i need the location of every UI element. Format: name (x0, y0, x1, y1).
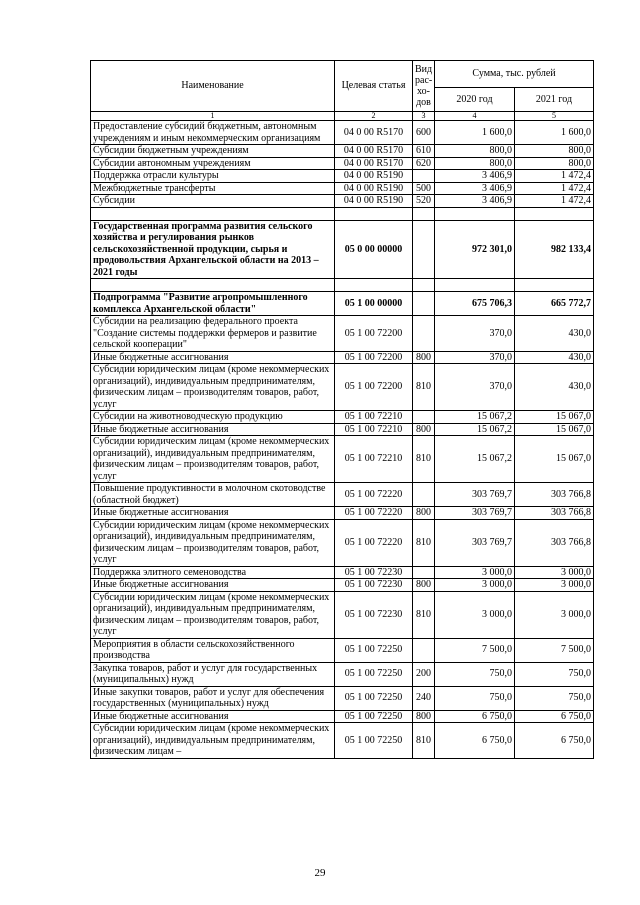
row-name: Субсидии автономным учреждениям (91, 157, 335, 170)
row-amount-2021: 15 067,0 (515, 436, 594, 483)
table-row (91, 292, 594, 316)
row-target-article: 04 0 00 R5190 (335, 182, 413, 195)
row-expense-type: 800 (413, 351, 435, 364)
table-row (91, 316, 594, 352)
row-amount-2021: 430,0 (515, 351, 594, 364)
row-expense-type (413, 292, 435, 316)
row-amount-2020: 3 406,9 (435, 195, 515, 208)
table-body (91, 121, 594, 759)
row-expense-type (413, 566, 435, 579)
row-expense-type: 810 (413, 591, 435, 638)
row-amount-2021: 750,0 (515, 686, 594, 710)
table-row (91, 436, 594, 483)
row-name: Субсидии юридическим лицам (кроме некоммерческих организаций), индивидуальным предпринимателям, физическим лицам – производителям товаров, работ, услуг (91, 519, 335, 566)
empty-cell (435, 207, 515, 220)
row-amount-2020: 972 301,0 (435, 220, 515, 279)
row-target-article: 04 0 00 R5170 (335, 121, 413, 145)
row-target-article: 04 0 00 R5170 (335, 145, 413, 158)
row-target-article: 05 1 00 72210 (335, 436, 413, 483)
row-expense-type (413, 638, 435, 662)
header-target-article: Целевая статья (335, 61, 413, 112)
row-expense-type (413, 316, 435, 352)
row-amount-2020: 800,0 (435, 145, 515, 158)
column-number: 1 (91, 112, 335, 121)
empty-cell (91, 207, 335, 220)
row-amount-2021: 1 472,4 (515, 182, 594, 195)
row-name: Иные закупки товаров, работ и услуг для обеспечения государственных (муниципальных) нужд (91, 686, 335, 710)
table-row (91, 145, 594, 158)
row-target-article: 05 1 00 72250 (335, 662, 413, 686)
table-row (91, 157, 594, 170)
header-name: Наименование (91, 61, 335, 112)
row-amount-2021: 750,0 (515, 662, 594, 686)
row-target-article: 05 1 00 72250 (335, 710, 413, 723)
empty-cell (515, 279, 594, 292)
row-name: Субсидии (91, 195, 335, 208)
table-row (91, 519, 594, 566)
row-expense-type: 610 (413, 145, 435, 158)
row-expense-type (413, 170, 435, 183)
row-amount-2021: 430,0 (515, 316, 594, 352)
row-amount-2021: 7 500,0 (515, 638, 594, 662)
row-amount-2021: 430,0 (515, 364, 594, 411)
spacer-row (91, 207, 594, 220)
row-expense-type: 600 (413, 121, 435, 145)
row-target-article: 05 1 00 72230 (335, 579, 413, 592)
row-amount-2020: 3 000,0 (435, 566, 515, 579)
row-target-article: 05 1 00 72210 (335, 411, 413, 424)
row-amount-2020: 750,0 (435, 686, 515, 710)
row-amount-2021: 800,0 (515, 157, 594, 170)
row-amount-2020: 370,0 (435, 351, 515, 364)
row-target-article: 05 1 00 72220 (335, 519, 413, 566)
row-expense-type (413, 483, 435, 507)
row-target-article: 04 0 00 R5190 (335, 195, 413, 208)
row-name: Субсидии юридическим лицам (кроме некоммерческих организаций), индивидуальным предпринимателям, физическим лицам – производителям товаров, работ, услуг (91, 364, 335, 411)
row-target-article: 05 1 00 72200 (335, 351, 413, 364)
row-name: Иные бюджетные ассигнования (91, 507, 335, 520)
table-row (91, 662, 594, 686)
row-name: Поддержка отрасли культуры (91, 170, 335, 183)
row-amount-2020: 800,0 (435, 157, 515, 170)
row-amount-2021: 303 766,8 (515, 483, 594, 507)
budget-table (90, 60, 594, 759)
table-row (91, 364, 594, 411)
row-name: Закупка товаров, работ и услуг для государственных (муниципальных) нужд (91, 662, 335, 686)
row-name: Иные бюджетные ассигнования (91, 710, 335, 723)
header-sum: Сумма, тыс. рублей (435, 61, 594, 88)
row-target-article: 05 0 00 00000 (335, 220, 413, 279)
row-amount-2021: 15 067,0 (515, 423, 594, 436)
row-amount-2020: 303 769,7 (435, 507, 515, 520)
row-name: Подпрограмма "Развитие агропромышленного комплекса Архангельской области" (91, 292, 335, 316)
row-amount-2020: 6 750,0 (435, 723, 515, 759)
row-amount-2020: 3 000,0 (435, 579, 515, 592)
row-amount-2021: 982 133,4 (515, 220, 594, 279)
table-row (91, 220, 594, 279)
row-target-article: 05 1 00 00000 (335, 292, 413, 316)
empty-cell (91, 279, 335, 292)
row-expense-type (413, 411, 435, 424)
row-amount-2020: 750,0 (435, 662, 515, 686)
row-target-article: 05 1 00 72210 (335, 423, 413, 436)
row-amount-2021: 6 750,0 (515, 723, 594, 759)
row-name: Поддержка элитного семеноводства (91, 566, 335, 579)
empty-cell (335, 279, 413, 292)
row-amount-2020: 370,0 (435, 316, 515, 352)
row-target-article: 05 1 00 72200 (335, 316, 413, 352)
table-row (91, 170, 594, 183)
row-target-article: 05 1 00 72230 (335, 591, 413, 638)
row-amount-2021: 303 766,8 (515, 507, 594, 520)
row-name: Государственная программа развития сельского хозяйства и регулирования рынков сельскохозяйственной продукции, сырья и продовольствия Архангельской области на 2013 – 2021 годы (91, 220, 335, 279)
row-expense-type: 800 (413, 423, 435, 436)
empty-cell (515, 207, 594, 220)
header-year-2021: 2021 год (515, 88, 594, 112)
column-number-row (91, 112, 594, 121)
row-target-article: 05 1 00 72220 (335, 507, 413, 520)
row-name: Субсидии юридическим лицам (кроме некоммерческих организаций), индивидуальным предпринимателям, физическим лицам – производителям товаров, работ, услуг (91, 591, 335, 638)
row-name: Повышение продуктивности в молочном скотоводстве (областной бюджет) (91, 483, 335, 507)
row-expense-type: 520 (413, 195, 435, 208)
row-amount-2020: 15 067,2 (435, 423, 515, 436)
table-row (91, 638, 594, 662)
row-amount-2020: 3 000,0 (435, 591, 515, 638)
table-row (91, 195, 594, 208)
row-name: Иные бюджетные ассигнования (91, 423, 335, 436)
row-expense-type (413, 220, 435, 279)
row-amount-2020: 370,0 (435, 364, 515, 411)
row-amount-2020: 1 600,0 (435, 121, 515, 145)
row-expense-type: 810 (413, 436, 435, 483)
header-year-2020: 2020 год (435, 88, 515, 112)
table-row (91, 507, 594, 520)
row-amount-2021: 3 000,0 (515, 579, 594, 592)
table-row (91, 182, 594, 195)
row-expense-type: 810 (413, 723, 435, 759)
table-row (91, 710, 594, 723)
page-number: 29 (314, 867, 326, 879)
column-number: 5 (515, 112, 594, 121)
row-target-article: 05 1 00 72200 (335, 364, 413, 411)
row-expense-type: 800 (413, 710, 435, 723)
row-target-article: 05 1 00 72250 (335, 686, 413, 710)
row-name: Мероприятия в области сельскохозяйственного производства (91, 638, 335, 662)
row-amount-2021: 1 472,4 (515, 170, 594, 183)
row-target-article: 04 0 00 R5190 (335, 170, 413, 183)
spacer-row (91, 279, 594, 292)
row-amount-2020: 7 500,0 (435, 638, 515, 662)
row-name: Предоставление субсидий бюджетным, автономным учреждениям и иным некоммерческим организациям (91, 121, 335, 145)
empty-cell (335, 207, 413, 220)
header-expense-type: Вид рас-хо-дов (413, 61, 435, 112)
row-amount-2021: 1 472,4 (515, 195, 594, 208)
row-amount-2021: 3 000,0 (515, 591, 594, 638)
row-name: Субсидии на животноводческую продукцию (91, 411, 335, 424)
row-expense-type: 200 (413, 662, 435, 686)
row-name: Субсидии юридическим лицам (кроме некоммерческих организаций), индивидуальным предпринимателям, физическим лицам – производителям товаров, работ, услуг (91, 436, 335, 483)
row-amount-2020: 3 406,9 (435, 182, 515, 195)
empty-cell (413, 207, 435, 220)
row-target-article: 04 0 00 R5170 (335, 157, 413, 170)
row-amount-2020: 303 769,7 (435, 483, 515, 507)
row-name: Субсидии на реализацию федерального проекта "Создание системы поддержки фермеров и развитие сельской кооперации" (91, 316, 335, 352)
empty-cell (435, 279, 515, 292)
row-name: Субсидии юридическим лицам (кроме некоммерческих организаций), индивидуальным предпринимателям, физическим лицам – (91, 723, 335, 759)
row-target-article: 05 1 00 72250 (335, 723, 413, 759)
row-amount-2021: 1 600,0 (515, 121, 594, 145)
row-name: Межбюджетные трансферты (91, 182, 335, 195)
row-expense-type: 500 (413, 182, 435, 195)
row-amount-2020: 675 706,3 (435, 292, 515, 316)
table-row (91, 591, 594, 638)
table-row (91, 423, 594, 436)
row-amount-2021: 800,0 (515, 145, 594, 158)
empty-cell (413, 279, 435, 292)
row-amount-2021: 6 750,0 (515, 710, 594, 723)
row-name: Иные бюджетные ассигнования (91, 579, 335, 592)
row-amount-2021: 303 766,8 (515, 519, 594, 566)
row-amount-2021: 665 772,7 (515, 292, 594, 316)
column-number: 4 (435, 112, 515, 121)
table-row (91, 686, 594, 710)
table-row (91, 351, 594, 364)
row-amount-2020: 6 750,0 (435, 710, 515, 723)
row-amount-2021: 3 000,0 (515, 566, 594, 579)
row-name: Иные бюджетные ассигнования (91, 351, 335, 364)
row-target-article: 05 1 00 72220 (335, 483, 413, 507)
row-amount-2020: 303 769,7 (435, 519, 515, 566)
table-row (91, 411, 594, 424)
table-row (91, 121, 594, 145)
row-amount-2021: 15 067,0 (515, 411, 594, 424)
column-number: 2 (335, 112, 413, 121)
table-row (91, 566, 594, 579)
row-amount-2020: 3 406,9 (435, 170, 515, 183)
row-target-article: 05 1 00 72230 (335, 566, 413, 579)
row-expense-type: 620 (413, 157, 435, 170)
row-expense-type: 800 (413, 507, 435, 520)
column-number: 3 (413, 112, 435, 121)
row-expense-type: 800 (413, 579, 435, 592)
row-amount-2020: 15 067,2 (435, 436, 515, 483)
table-row (91, 483, 594, 507)
row-target-article: 05 1 00 72250 (335, 638, 413, 662)
row-amount-2020: 15 067,2 (435, 411, 515, 424)
row-expense-type: 240 (413, 686, 435, 710)
row-expense-type: 810 (413, 519, 435, 566)
row-name: Субсидии бюджетным учреждениям (91, 145, 335, 158)
row-expense-type: 810 (413, 364, 435, 411)
table-row (91, 723, 594, 759)
table-row (91, 579, 594, 592)
